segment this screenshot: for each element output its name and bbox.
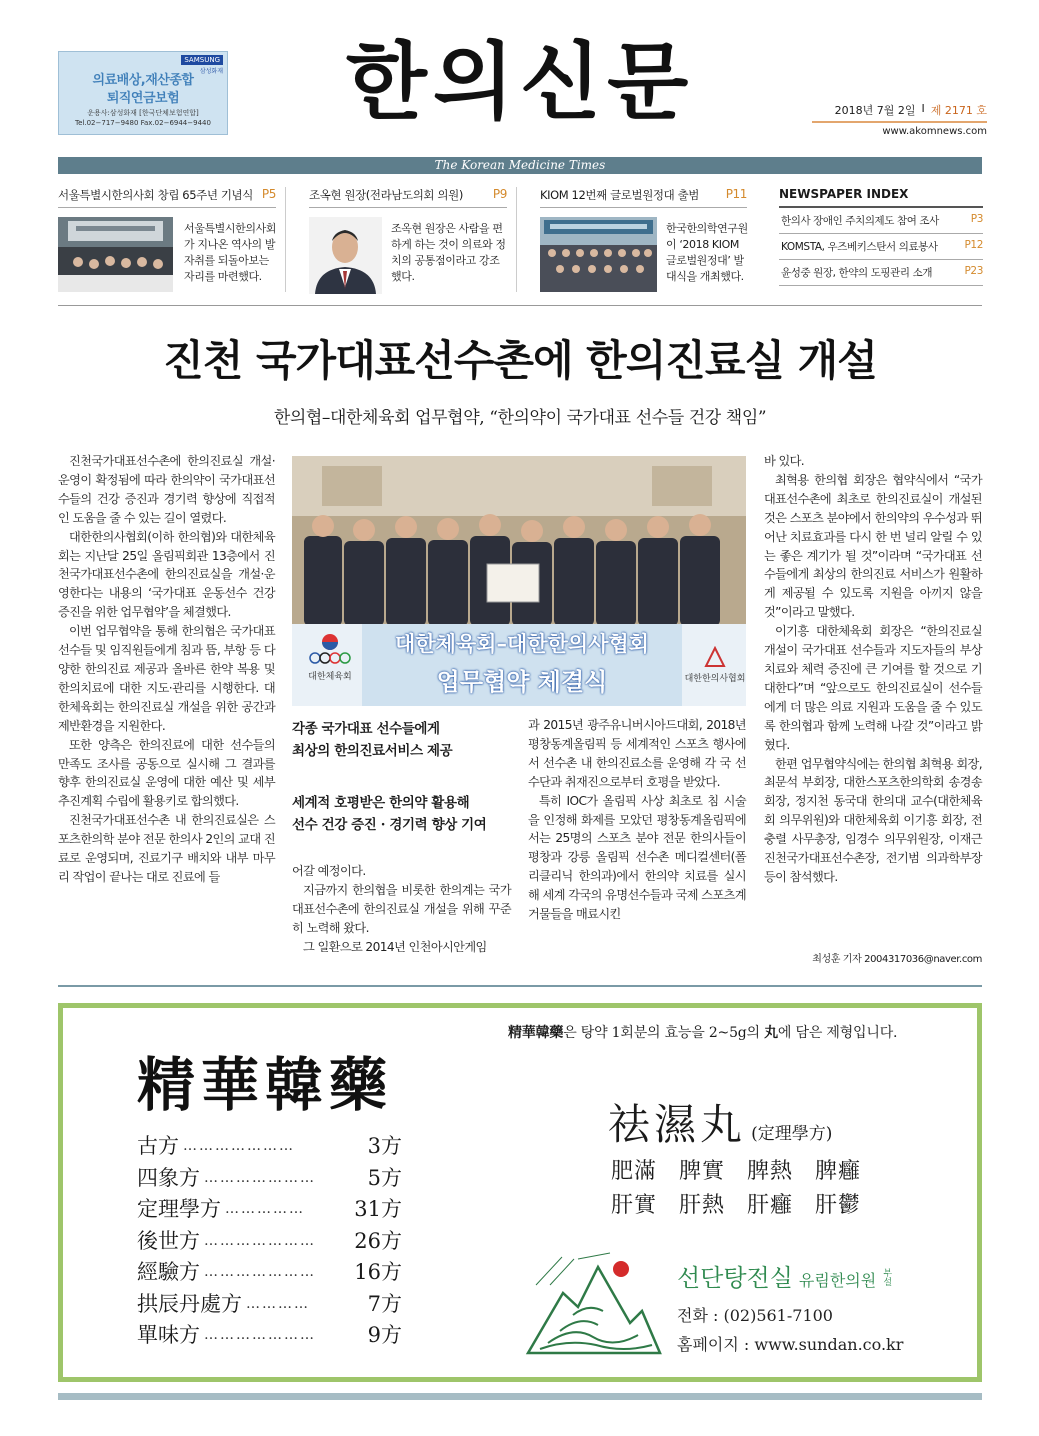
akom-logo-icon <box>704 646 726 668</box>
prescription-name: 單味方 <box>137 1323 200 1347</box>
featured-prescription-type: (定理學方) <box>751 1124 833 1144</box>
index-page: P12 <box>964 239 983 251</box>
index-label: KOMSTA, 우즈베키스탄서 의료봉사 <box>781 241 938 253</box>
prescription-count: 26方 <box>354 1228 402 1253</box>
paragraph: 최혁용 한의협 회장은 협약식에서 “국가대표선수촌에 최초로 한의진료실이 개설된 것은 스포츠 분야에서 한의약의 우수성과 뛰어난 치료효과를 다시 한 번 널리 알릴 수 있는 좋은 계기가 될 것”이라며 “국가대표 선수들에게 최상의 한의진료 서비스가 원활하게 제공될 수 있도록 지원을 아끼지 않을 것”이라고 말했다. <box>764 472 982 620</box>
newspaper-title: 한의신문 <box>345 33 695 131</box>
paragraph: 과 2015년 광주유니버시아드대회, 2018년 평창동계올림픽 등 세계적인 스포츠 행사에서 선수촌 내 한의진료소를 운영해 각 국 선수단과 취재진으로부터 호평을 받았다. <box>528 718 746 789</box>
banner-right-org <box>684 646 746 684</box>
ceremony-photo <box>58 217 173 292</box>
index-row[interactable] <box>779 260 983 286</box>
leader-dots: ………………… <box>204 1232 316 1249</box>
clinic-name-block <box>677 1258 893 1293</box>
insurance-ad-line1: 의료배상,재산종합 <box>92 73 194 88</box>
issue-info <box>812 102 987 137</box>
index-row[interactable] <box>779 208 983 234</box>
pull-quote-line: 선수 건강 증진 · 경기력 향상 기여 <box>292 817 487 833</box>
clinic-affiliation-tag: 부설 <box>881 1268 892 1286</box>
banner-left-label: 대한체육회 <box>308 672 352 682</box>
index-label: 한의사 장애인 주치의제도 참여 조사 <box>781 215 939 227</box>
article-byline: 최성훈 기자 2004317036@naver.com <box>812 954 982 965</box>
ad-desc-text: 은 탕약 1회분의 효능을 2~5g의 <box>563 1025 765 1041</box>
paragraph: 어갈 예정이다. <box>292 864 366 878</box>
portrait-photo <box>309 217 382 294</box>
website-url[interactable]: www.akomnews.com <box>882 126 987 137</box>
prescription-name: 定理學方 <box>137 1197 221 1221</box>
prescription-count: 5方 <box>367 1165 402 1190</box>
teaser-seoul-association[interactable] <box>58 187 277 283</box>
english-tagline: The Korean Medicine Times <box>58 157 982 174</box>
ad-divider <box>58 985 982 987</box>
prescription-item <box>137 1320 402 1352</box>
prescription-item <box>137 1226 402 1258</box>
leader-dots: …………… <box>225 1201 305 1217</box>
pull-quote-line: 최상의 한의진료서비스 제공 <box>292 743 453 759</box>
prescription-item <box>137 1163 402 1195</box>
article-headline: 진천 국가대표선수촌에 한의진료실 개설 <box>163 336 877 385</box>
prescription-count: 31方 <box>354 1197 402 1221</box>
paragraph: 그 일환으로 2014년 인천아시안게임 <box>303 939 487 954</box>
paragraph: 지금까지 한의협을 비롯한 한의계는 국가대표선수촌에 한의진료실 개설을 위해 꾸준히 노력해 왔다. <box>292 882 511 935</box>
index-page: P3 <box>970 213 983 225</box>
prescription-count: 16方 <box>354 1260 402 1284</box>
paragraph: 한편 업무협약식에는 한의협 최혁용 회장, 최문석 부회장, 대한스포츠한의학회 송경송 회장, 정지천 동국대 한의대 교수(대한체육회 의무위원)와 대한체육회 이기흥 회장, 전충렬 사무총장, 임경수 의무위원장, 이재근 진천국가대표선수촌장, 전기범 의과학부장 등이 참석했다. <box>764 756 982 884</box>
article-subheadline: 한의협–대한체육회 업무협약, “한의약이 국가대표 선수들 건강 책임” <box>273 408 767 428</box>
index-title: NEWSPAPER INDEX <box>779 187 983 208</box>
indications-line2: 肝實 肝熱 肝癰 肝鬱 <box>611 1193 861 1218</box>
banner-line2: 업무협약 체결식 <box>436 668 608 696</box>
pull-quote-2 <box>292 792 486 836</box>
section-divider <box>58 305 982 306</box>
indications-line1: 肥滿 脾實 脾熱 脾癰 <box>611 1159 861 1184</box>
article-column-3 <box>528 716 746 924</box>
prescription-item <box>137 1257 402 1289</box>
leader-dots: ………………… <box>204 1264 316 1280</box>
paragraph: 특히 IOC가 올림픽 사상 최초로 침 시술을 인정해 화제를 모았던 평창동계올림픽에서는 25명의 스포츠 분야 전문 한의사들이 평창과 강릉 올림픽 선수촌 메디컬센터(폴리클리닉 한의과)에서 한의약 치료를 실시해 세계 각국의 유명선수들과 국제 스포츠계 거물들을 매료시킨 <box>528 793 746 922</box>
signing-ceremony-photo <box>292 456 746 706</box>
banner-left-org <box>300 632 360 682</box>
teaser-summary: 서울특별시한의사회가 지나온 역사의 발자취를 되돌아보는 자리를 마련했다. <box>184 222 277 283</box>
insurance-advertisement[interactable] <box>58 51 228 135</box>
pull-quote-line: 각종 국가대표 선수들에게 <box>292 721 440 737</box>
prescription-list <box>137 1131 402 1352</box>
banner-line1: 대한체육회–대한한의사협회 <box>395 632 649 656</box>
teaser-summary: 한국한의학연구원이 ‘2018 KIOM 글로벌원정대’ 발대식을 개최했다. <box>666 222 748 283</box>
leader-dots: ………………… <box>204 1327 316 1343</box>
insurance-ad-contact: Tel.02−717−9480 Fax.02−6944−9440 <box>75 119 211 127</box>
ad-desc-text-end: 에 담은 제형입니다. <box>777 1025 898 1041</box>
expedition-group-photo <box>540 217 657 292</box>
banner-right-label: 대한한의사협회 <box>684 674 746 684</box>
article-column-4 <box>764 452 982 887</box>
paragraph: 바 있다. <box>764 454 805 468</box>
teaser-divider <box>285 187 286 292</box>
insurance-ad-operator: 운용사:삼성화재 [한국단체보험연합] <box>87 109 199 117</box>
ad-brand-title: 精華韓藥 <box>137 1051 394 1119</box>
prescription-item <box>137 1289 402 1321</box>
paragraph: 이번 업무협약을 통해 한의협은 국가대표 선수들 및 임직원들에게 침과 뜸, 부항 등 다양한 한의진료 제공과 올바른 한약 복용 및 한의치료에 대한 지도·관리를 시행한다. 대한체육회는 한의진료실 개설을 위한 공간과 제반환경을 지원한다. <box>58 624 275 733</box>
korea-olympic-logo-icon <box>305 632 355 666</box>
issue-date: 2018년 7월 2일 <box>834 104 916 117</box>
paragraph: 대한한의사협회(이하 한의협)와 대한체육회는 지난달 25일 올림픽회관 13층에서 진천국가대표선수촌에 한의진료실을 개설·운영한다는 내용의 ‘국가대표 운동선수 건강 증진을 위한 업무협약’을 체결했다. <box>58 529 275 620</box>
teaser-kiom-expedition[interactable] <box>540 187 748 283</box>
prescription-count: 9方 <box>367 1323 402 1347</box>
prescription-count: 3方 <box>367 1134 402 1158</box>
prescription-item <box>137 1131 402 1163</box>
issue-number: 제 2171 호 <box>930 104 987 117</box>
teaser-divider <box>516 187 517 292</box>
index-page: P23 <box>964 265 983 277</box>
prescription-name: 經驗方 <box>137 1260 200 1284</box>
index-row[interactable] <box>779 234 983 260</box>
leader-dots: ………………… <box>183 1138 295 1154</box>
ad-desc-pill: 丸 <box>764 1025 778 1041</box>
samsung-fire-label: 삼성화재 <box>199 68 223 75</box>
teaser-title: 서울특별시한의사회 창립 65주년 기념식 <box>58 188 253 202</box>
ad-desc-brand: 精華韓藥 <box>508 1025 564 1041</box>
teaser-page: P5 <box>261 187 276 201</box>
index-label: 윤성중 원장, 한약의 도핑관리 소개 <box>781 267 933 279</box>
teaser-cho-okhyun[interactable] <box>309 187 507 283</box>
featured-prescription <box>608 1092 832 1152</box>
clinic-homepage[interactable]: 홈페이지 : www.sundan.co.kr <box>677 1335 904 1354</box>
prescription-name: 四象方 <box>137 1165 200 1190</box>
featured-prescription-name: 祛濕丸 <box>608 1100 747 1149</box>
teaser-summary: 조옥현 원장은 사람을 편하게 하는 것이 의료와 정치의 공통점이라고 강조했다. <box>391 222 506 283</box>
prescription-name: 後世方 <box>137 1228 200 1253</box>
clinic-phone[interactable]: 전화 : (02)561-7100 <box>677 1306 833 1325</box>
pull-quote-1 <box>292 718 452 762</box>
teaser-title: KIOM 12번째 글로벌원정대 출범 <box>540 188 699 202</box>
pull-quote-line: 세계적 호평받은 한의약 활용해 <box>292 795 470 811</box>
prescription-count: 7方 <box>367 1291 402 1316</box>
article-column-2 <box>292 862 511 957</box>
clinic-parent: 유림한의원 <box>798 1271 877 1290</box>
issue-separator: I <box>921 102 925 115</box>
paragraph: 진천국가대표선수촌 내 한의진료실은 스포츠한의학 분야 전문 한의사 2인의 교대 진료로 운영되며, 진료기구 배치와 내부 마무리 작업이 끝나는 대로 진료에 들 <box>58 813 275 884</box>
mountain-logo-icon <box>518 1245 668 1360</box>
prescription-name: 拱辰丹處方 <box>137 1291 242 1316</box>
prescription-name: 古方 <box>137 1134 179 1158</box>
footer-bar <box>58 1393 982 1400</box>
leader-dots: ………… <box>246 1295 310 1312</box>
leader-dots: ………………… <box>204 1169 316 1186</box>
newspaper-index <box>779 187 983 286</box>
paragraph: 진천국가대표선수촌에 한의진료실 개설·운영이 확정됨에 따라 한의약이 국가대표선수들의 건강 증진과 경기력 향상에 직접적인 도움을 줄 수 있는 길이 열렸다. <box>58 454 275 525</box>
teaser-page: P9 <box>492 187 507 201</box>
teaser-page: P11 <box>725 187 747 201</box>
clinic-name: 선단탕전실 <box>677 1264 793 1292</box>
paragraph: 이기흥 대한체육회 회장은 “한의진료실 개설이 국가대표 선수들과 지도자들의 부상 치료와 체력 증진에 큰 기여를 할 것으로 기대한다”며 “앞으로도 한의진료실이 선수들에게 더 많은 의료 지원과 도움을 줄 수 있도록 한의협과 함께 노력해 나갈 것”이라고 밝혔다. <box>764 624 982 752</box>
herbal-medicine-advertisement[interactable] <box>58 1003 982 1382</box>
samsung-logo: SAMSUNG <box>181 55 223 65</box>
paragraph: 또한 양측은 한의진료에 대한 선수들의 만족도 조사를 공동으로 실시해 그 결과를 향후 한의진료실 운영에 대한 예산 및 세부 추진계획 수립에 활용키로 합의했다. <box>58 737 275 809</box>
prescription-item <box>137 1194 402 1226</box>
ad-description <box>508 1022 978 1042</box>
article-column-1 <box>58 452 275 887</box>
teaser-title: 조옥현 원장(전라남도의회 의원) <box>309 188 463 202</box>
insurance-ad-line2: 퇴직연금보험 <box>106 91 180 106</box>
